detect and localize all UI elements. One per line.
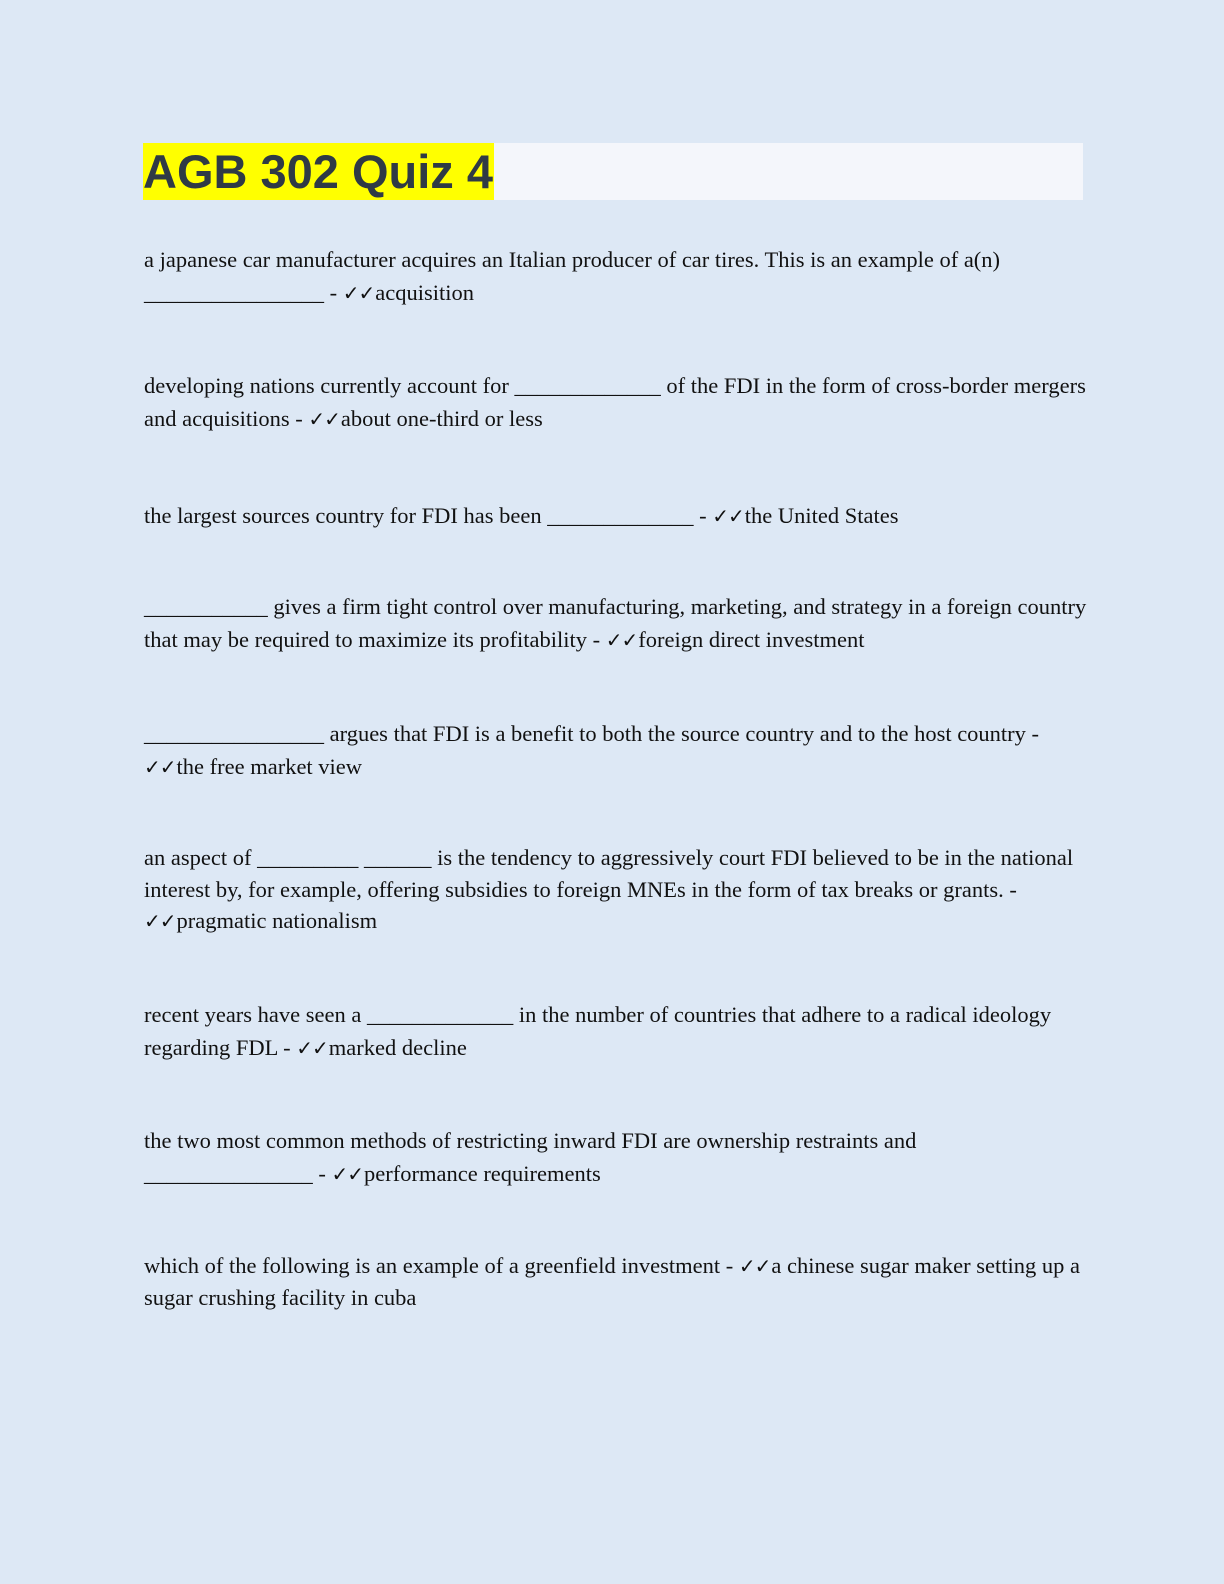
question-text: the largest sources country for FDI has been _____________ - [144, 503, 713, 528]
question-text: an aspect of _________ ______ is the tendency to aggressively court FDI believed to be in the national interest by, for example, offering subsidies to foreign MNEs in the form of tax breaks or grants. - [144, 845, 1074, 902]
answer-text: pragmatic nationalism [176, 908, 378, 933]
answer-text: the United States [744, 503, 899, 528]
double-check-icon: ✓✓ [331, 1162, 364, 1186]
qa-item [144, 499, 1089, 533]
answer-text: acquisition [375, 280, 474, 305]
qa-item [144, 998, 1089, 1065]
qa-item [144, 590, 1089, 657]
double-check-icon: ✓✓ [144, 755, 176, 779]
double-check-icon: ✓✓ [738, 1254, 771, 1278]
answer-text: performance requirements [364, 1161, 601, 1186]
document-title: AGB 302 Quiz 4 [143, 145, 493, 198]
qa-item [144, 842, 1089, 938]
double-check-icon: ✓✓ [296, 1036, 328, 1060]
qa-item [144, 717, 1089, 784]
double-check-icon: ✓✓ [342, 281, 375, 305]
qa-item [144, 243, 1089, 310]
question-text: ________________ argues that FDI is a benefit to both the source country and to the host country - [144, 721, 1040, 746]
double-check-icon: ✓✓ [308, 407, 340, 431]
question-text: the two most common methods of restricting inward FDI are ownership restraints and _______________ - [144, 1128, 917, 1186]
question-text: which of the following is an example of a greenfield investment - [144, 1253, 739, 1278]
qa-item [144, 1250, 1089, 1313]
question-text: ___________ gives a firm tight control over manufacturing, marketing, and strategy in a foreign country that may be required to maximize its profitability - [144, 594, 1087, 652]
answer-text: a chinese sugar maker setting up a sugar crushing facility in cuba [144, 1253, 1080, 1310]
double-check-icon: ✓✓ [144, 909, 176, 933]
question-text: developing nations currently account for _____________ of the FDI in the form of cross-border mergers and acquisitions - [144, 373, 1086, 431]
answer-text: foreign direct investment [638, 627, 865, 652]
question-text: a japanese car manufacturer acquires an Italian producer of car tires. This is an example of a(n) ________________ - [144, 247, 1001, 305]
answer-text: about one-third or less [340, 406, 543, 431]
answer-text: marked decline [328, 1035, 467, 1060]
question-text: recent years have seen a _____________ in the number of countries that adhere to a radical ideology regarding FDL - [144, 1002, 1052, 1060]
qa-item [144, 369, 1089, 436]
qa-item [144, 1124, 1089, 1191]
double-check-icon: ✓✓ [712, 504, 744, 528]
double-check-icon: ✓✓ [605, 628, 638, 652]
answer-text: the free market view [176, 754, 363, 779]
